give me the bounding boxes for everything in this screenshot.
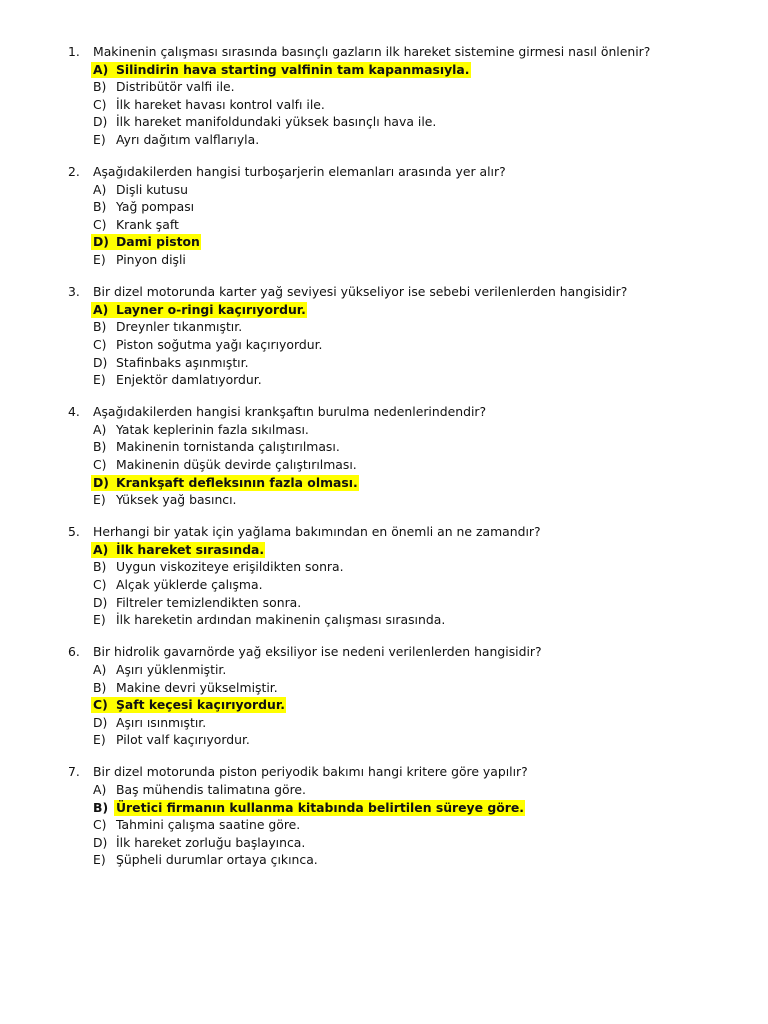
option-letter: E) bbox=[93, 131, 106, 147]
question-text: Makinenin çalışması sırasında basınçlı gazların ilk hareket sistemine girmesi nasıl önlenir? bbox=[93, 44, 651, 59]
answer-option bbox=[0, 781, 768, 799]
answer-option bbox=[0, 611, 768, 629]
question-4 bbox=[0, 403, 768, 509]
answer-option bbox=[0, 594, 768, 612]
answer-option-correct bbox=[0, 799, 768, 817]
question-line bbox=[0, 163, 768, 181]
question-number: 5. bbox=[68, 524, 80, 540]
option-text: Distribütör valfi ile. bbox=[116, 79, 235, 95]
answer-option bbox=[0, 78, 768, 96]
option-letter: B) bbox=[93, 319, 107, 335]
answer-option bbox=[0, 131, 768, 149]
option-text: Üretici firmanın kullanma kitabında belirtilen süreye göre. bbox=[116, 799, 524, 815]
answer-option bbox=[0, 216, 768, 234]
option-letter: E) bbox=[93, 372, 106, 388]
option-text: Uygun viskoziteye erişildikten sonra. bbox=[116, 559, 344, 575]
option-letter: C) bbox=[93, 336, 107, 352]
option-letter: A) bbox=[93, 61, 109, 77]
question-line bbox=[0, 643, 768, 661]
option-letter: A) bbox=[93, 541, 109, 557]
question-2 bbox=[0, 163, 768, 269]
question-line bbox=[0, 523, 768, 541]
option-text: Şaft keçesi kaçırıyordur. bbox=[116, 697, 285, 713]
answer-option-correct bbox=[0, 696, 768, 714]
answer-option bbox=[0, 371, 768, 389]
option-letter: B) bbox=[93, 679, 107, 695]
option-text: Yağ pompası bbox=[116, 199, 195, 215]
option-letter: D) bbox=[93, 474, 109, 490]
option-letter: D) bbox=[93, 714, 108, 730]
answer-option bbox=[0, 336, 768, 354]
answer-option bbox=[0, 558, 768, 576]
question-line bbox=[0, 283, 768, 301]
option-text: Makinenin tornistanda çalıştırılması. bbox=[116, 439, 340, 455]
option-letter: B) bbox=[93, 79, 107, 95]
option-text: Yatak keplerinin fazla sıkılması. bbox=[116, 421, 309, 437]
question-number: 3. bbox=[68, 284, 80, 300]
option-text: Filtreler temizlendikten sonra. bbox=[116, 594, 302, 610]
answer-option-correct bbox=[0, 541, 768, 559]
option-text: Pilot valf kaçırıyordur. bbox=[116, 732, 250, 748]
option-letter: E) bbox=[93, 612, 106, 628]
option-text: Stafinbaks aşınmıştır. bbox=[116, 354, 249, 370]
answer-option bbox=[0, 679, 768, 697]
option-text: İlk hareket havası kontrol valfı ile. bbox=[116, 96, 325, 112]
option-text: Şüpheli durumlar ortaya çıkınca. bbox=[116, 852, 318, 868]
option-text: Piston soğutma yağı kaçırıyordur. bbox=[116, 336, 323, 352]
question-text: Bir dizel motorunda piston periyodik bakımı hangi kritere göre yapılır? bbox=[93, 764, 528, 780]
option-letter: D) bbox=[93, 834, 108, 850]
question-text: Bir hidrolik gavarnörde yağ eksiliyor ise nedeni verilenlerden hangisidir? bbox=[93, 644, 542, 660]
option-text: Aşırı yüklenmiştir. bbox=[116, 661, 227, 677]
question-5 bbox=[0, 523, 768, 629]
option-text: Layner o-ringi kaçırıyordur. bbox=[116, 301, 306, 317]
answer-option bbox=[0, 834, 768, 852]
option-letter: E) bbox=[93, 252, 106, 268]
option-letter: C) bbox=[93, 817, 107, 833]
option-letter: B) bbox=[93, 799, 109, 815]
option-letter: A) bbox=[93, 661, 107, 677]
answer-option bbox=[0, 198, 768, 216]
question-text: Aşağıdakilerden hangisi turboşarjerin elemanları arasında yer alır? bbox=[93, 164, 506, 180]
option-text: İlk hareketin ardından makinenin çalışması sırasında. bbox=[116, 612, 446, 628]
option-text: Alçak yüklerde çalışma. bbox=[116, 577, 263, 593]
option-letter: E) bbox=[93, 852, 106, 868]
option-text: İlk hareket sırasında. bbox=[116, 541, 265, 557]
option-letter: C) bbox=[93, 96, 107, 112]
option-letter: B) bbox=[93, 439, 107, 455]
option-letter: E) bbox=[93, 732, 106, 748]
option-text: Pinyon dişli bbox=[116, 252, 186, 268]
option-letter: C) bbox=[93, 456, 107, 472]
option-letter: D) bbox=[93, 234, 109, 250]
question-number: 4. bbox=[68, 404, 80, 420]
answer-option bbox=[0, 96, 768, 114]
answer-option bbox=[0, 491, 768, 509]
option-letter: D) bbox=[93, 354, 108, 370]
answer-option bbox=[0, 851, 768, 869]
option-letter: C) bbox=[93, 697, 108, 713]
option-letter: A) bbox=[93, 181, 107, 197]
option-letter: D) bbox=[93, 594, 108, 610]
question-3 bbox=[0, 283, 768, 389]
question-text: Bir dizel motorunda karter yağ seviyesi yükseliyor ise sebebi verilenlerden hangisidir? bbox=[93, 284, 628, 300]
answer-option bbox=[0, 731, 768, 749]
option-text: Dami piston bbox=[116, 234, 200, 250]
answer-option bbox=[0, 576, 768, 594]
answer-option-correct bbox=[0, 233, 768, 251]
answer-option-correct bbox=[0, 474, 768, 492]
option-letter: E) bbox=[93, 492, 106, 508]
answer-option bbox=[0, 181, 768, 199]
question-number: 2. bbox=[68, 164, 80, 180]
answer-option bbox=[0, 421, 768, 439]
question-number: 7. bbox=[68, 764, 80, 780]
question-line bbox=[0, 403, 768, 421]
question-1 bbox=[0, 43, 768, 149]
answer-option bbox=[0, 438, 768, 456]
question-number: 6. bbox=[68, 644, 80, 660]
option-letter: C) bbox=[93, 216, 107, 232]
option-letter: B) bbox=[93, 199, 107, 215]
answer-option-correct bbox=[0, 301, 768, 319]
question-7 bbox=[0, 763, 768, 869]
option-text: İlk hareket zorluğu başlayınca. bbox=[116, 834, 306, 850]
option-text: Silindirin hava starting valfinin tam kapanmasıyla. bbox=[116, 61, 470, 77]
answer-option bbox=[0, 113, 768, 131]
question-line bbox=[0, 763, 768, 781]
answer-option-correct bbox=[0, 61, 768, 79]
question-line bbox=[0, 43, 768, 61]
question-6 bbox=[0, 643, 768, 749]
option-text: Yüksek yağ basıncı. bbox=[116, 492, 237, 508]
option-letter: A) bbox=[93, 781, 107, 797]
option-text: Makine devri yükselmiştir. bbox=[116, 679, 278, 695]
option-text: Aşırı ısınmıştır. bbox=[116, 714, 207, 730]
option-text: İlk hareket manifoldundaki yüksek basınçlı hava ile. bbox=[116, 114, 437, 130]
option-letter: D) bbox=[93, 114, 108, 130]
question-number: 1. bbox=[68, 44, 80, 59]
answer-option bbox=[0, 318, 768, 336]
option-text: Enjektör damlatıyordur. bbox=[116, 372, 262, 388]
question-text: Aşağıdakilerden hangisi krankşaftın burulma nedenlerindendir? bbox=[93, 404, 487, 420]
question-list bbox=[0, 43, 768, 869]
answer-option bbox=[0, 354, 768, 372]
option-letter: C) bbox=[93, 577, 107, 593]
answer-option bbox=[0, 456, 768, 474]
option-text: Dreynler tıkanmıştır. bbox=[116, 319, 243, 335]
question-text: Herhangi bir yatak için yağlama bakımından en önemli an ne zamandır? bbox=[93, 524, 541, 540]
option-text: Krankşaft defleksının fazla olması. bbox=[116, 474, 358, 490]
option-text: Tahmini çalışma saatine göre. bbox=[116, 817, 301, 833]
answer-option bbox=[0, 251, 768, 269]
option-letter: A) bbox=[93, 301, 109, 317]
option-letter: B) bbox=[93, 559, 107, 575]
option-text: Makinenin düşük devirde çalıştırılması. bbox=[116, 456, 357, 472]
answer-option bbox=[0, 661, 768, 679]
option-text: Baş mühendis talimatına göre. bbox=[116, 781, 306, 797]
option-text: Ayrı dağıtım valflarıyla. bbox=[116, 131, 260, 147]
answer-option bbox=[0, 714, 768, 732]
option-text: Dişli kutusu bbox=[116, 181, 188, 197]
option-letter: A) bbox=[93, 421, 107, 437]
option-text: Krank şaft bbox=[116, 216, 179, 232]
answer-option bbox=[0, 816, 768, 834]
